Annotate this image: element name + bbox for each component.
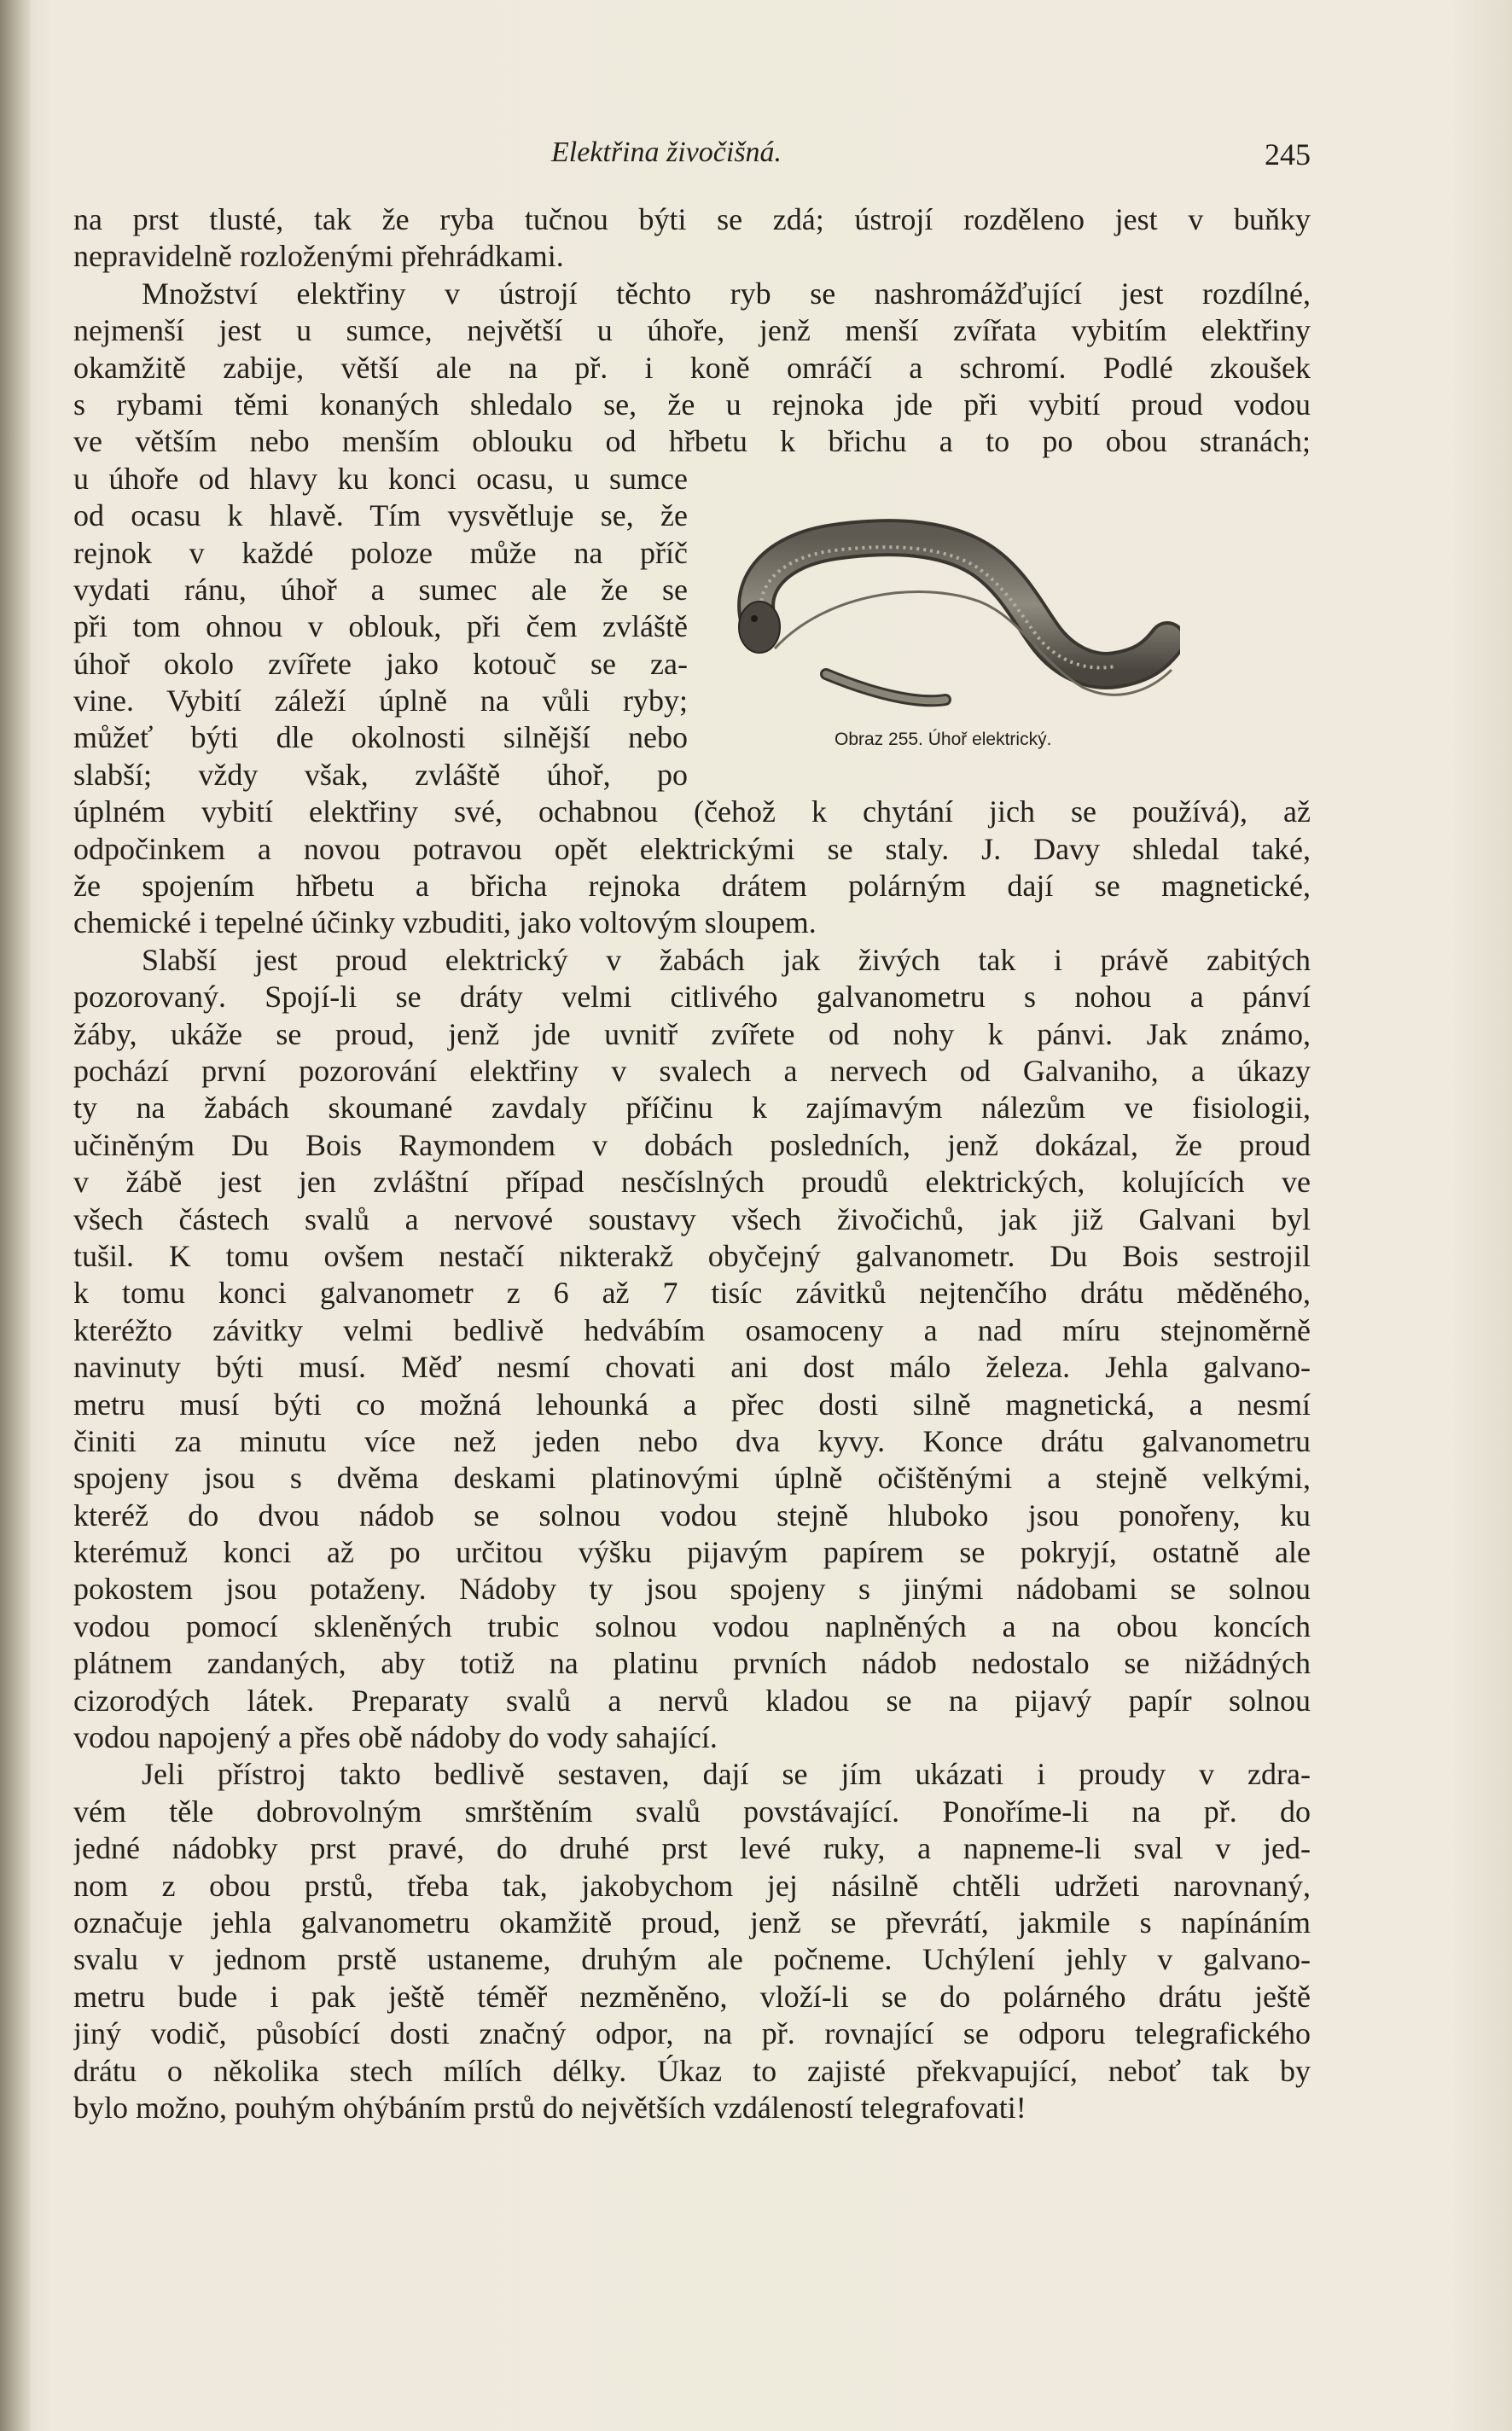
book-spine-shadow — [0, 0, 31, 2431]
text-line: tušil. K tomu ovšem nestačí nikterakž obyčejný galvanometr. Du Bois sestrojil — [73, 1238, 1311, 1273]
text-line: od ocasu k hlavě. Tím vysvětluje se, že — [73, 498, 688, 533]
text-line: můžeť býti dle okolnosti silnější nebo — [73, 720, 688, 755]
text-line: nom z obou prstů, třeba tak, jakobychom jej násilně chtěli udržeti narovnaný, — [73, 1868, 1311, 1903]
text-line: kteréžto závitky velmi bedlivě hedvábím osamoceny a nad míru stejnoměrně — [73, 1312, 1311, 1347]
figure-caption: Obraz 255. Úhoř elektrický. — [835, 730, 1052, 749]
text-line: chemické i tepelné účinky vzbuditi, jako voltovým sloupem. — [73, 905, 817, 940]
text-line: nepravidelně rozloženými přehrádkami. — [73, 239, 564, 274]
page-header — [73, 137, 1311, 176]
text-line: plátnem zandaných, aby totiž na platinu prvních nádob nedostalo se nižádných — [73, 1646, 1311, 1681]
electric-eel-illustration — [724, 491, 1180, 725]
text-line: v žábě jest jen zvláštní případ nesčíslných proudů elektrických, kolujících ve — [73, 1165, 1311, 1200]
text-line: svalu v jednom prstě ustaneme, druhým ale počneme. Uchýlení jehly v galvano- — [73, 1942, 1311, 1977]
text-line: úhoř okolo zvířete jako kotouč se za- — [73, 646, 688, 681]
text-line: žáby, ukáže se proud, jenž jde uvnitř zvířete od nohy k pánvi. Jak známo, — [73, 1016, 1311, 1051]
text-line: při tom ohnou v oblouk, při čem zvláště — [73, 609, 688, 644]
text-line: všech částech svalů a nervové soustavy všech živočichů, jak již Galvani byl — [73, 1201, 1311, 1236]
text-line: u úhoře od hlavy ku konci ocasu, u sumce — [73, 461, 688, 496]
text-line: Jeli přístroj takto bedlivě sestaven, dají se jím ukázati i proudy v zdra- — [142, 1757, 1311, 1792]
text-line: metru musí býti co možná lehounká a přec dosti silně magnetická, a nesmí — [73, 1387, 1311, 1422]
text-line: slabší; vždy však, zvláště úhoř, po — [73, 757, 688, 792]
text-line: kteréž do dvou nádob se solnou vodou stejně hluboko jsou ponořeny, ku — [73, 1498, 1311, 1532]
text-line: učiněným Du Bois Raymondem v dobách posledních, jenž dokázal, že proud — [73, 1127, 1311, 1162]
text-line: vém těle dobrovolným smrštěním svalů povstávající. Ponoříme-li na př. do — [73, 1794, 1311, 1829]
text-line: vydati ránu, úhoř a sumec ale že se — [73, 572, 688, 607]
text-line: vodou napojený a přes obě nádoby do vody sahající. — [73, 1720, 718, 1755]
text-line: na prst tlusté, tak že ryba tučnou býti se zdá; ústrojí rozděleno jest v buňky — [73, 202, 1311, 236]
text-line: okamžitě zabije, větší ale na př. i koně omráčí a schromí. Podlé zkoušek — [73, 350, 1311, 385]
text-line: nejmenší jest u sumce, největší u úhoře, jenž menší zvířata vybitím elektřiny — [73, 313, 1311, 348]
page-number: 245 — [1265, 137, 1311, 172]
running-title: Elektřina živočišná. — [551, 137, 782, 168]
text-line: metru bude i pak ještě téměř nezměněno, vloží-li se do polárného drátu ještě — [73, 1979, 1311, 2014]
text-line: s rybami těmi konaných shledalo se, že u rejnoka jde při vybití proud vodou — [73, 387, 1311, 422]
text-line: jiný vodič, působící dosti značný odpor, na př. rovnající se odporu telegrafického — [73, 2016, 1311, 2051]
text-line: odpočinkem a novou potravou opět elektrickými se staly. J. Davy shledal také, — [73, 831, 1311, 866]
text-line: činiti za minutu více než jeden nebo dva kyvy. Konce drátu galvanometru — [73, 1423, 1311, 1458]
text-line: pokostem jsou potaženy. Nádoby ty jsou spojeny s jinými nádobami se solnou — [73, 1572, 1311, 1607]
text-line: vine. Vybití záleží úplně na vůli ryby; — [73, 683, 688, 718]
text-line: vodou pomocí skleněných trubic solnou vodou naplněných a na obou koncích — [73, 1608, 1311, 1643]
text-line: navinuty býti musí. Měď nesmí chovati ani dost málo železa. Jehla galvano- — [73, 1350, 1311, 1385]
text-line: k tomu konci galvanometr z 6 až 7 tisíc závitků nejtenčího drátu měděného, — [73, 1276, 1311, 1311]
text-line: ty na žabách skoumané zavdaly příčinu k zajímavým nálezům ve fisiologii, — [73, 1090, 1311, 1125]
text-line: jedné nádobky prst pravé, do druhé prst levé ruky, a napneme-li sval v jed- — [73, 1831, 1311, 1866]
text-line: spojeny jsou s dvěma deskami platinovými úplně očištěnými a stejně velkými, — [73, 1461, 1311, 1496]
text-line: Množství elektřiny v ústrojí těchto ryb se nashromážďující jest rozdílné, — [142, 276, 1311, 311]
text-line: úplném vybití elektřiny své, ochabnou (čehož k chytání jich se používá), až — [73, 794, 1311, 829]
text-line: kterémuž konci až po určitou výšku pijavým papírem se pokryjí, ostatně ale — [73, 1535, 1311, 1570]
text-line: drátu o několika stech mílích délky. Úkaz to zajisté překvapující, neboť tak by — [73, 2053, 1311, 2088]
text-line: rejnok v každé poloze může na příč — [73, 535, 688, 570]
text-line: cizorodých látek. Preparaty svalů a nervů kladou se na pijavý papír solnou — [73, 1683, 1311, 1718]
text-line: Slabší jest proud elektrický v žabách jak živých tak i právě zabitých — [142, 942, 1311, 977]
text-line: ve větším nebo menším oblouku od hřbetu k břichu a to po obou stranách; — [73, 424, 1311, 459]
eel-figure — [724, 491, 1180, 768]
text-line: bylo možno, pouhým ohýbáním prstů do největších vzdáleností telegrafovati! — [73, 2090, 1026, 2125]
text-line: pozorovaný. Spojí-li se dráty velmi citlivého galvanometru s nohou a pánví — [73, 980, 1311, 1015]
text-line: že spojením hřbetu a břicha rejnoka drátem polárným dají se magnetické, — [73, 869, 1311, 904]
text-line: označuje jehla galvanometru okamžitě proud, jenž se převrátí, jakmile s napínáním — [73, 1905, 1311, 1940]
text-line: pochází první pozorování elektřiny v svalech a nervech od Galvaniho, a úkazy — [73, 1053, 1311, 1088]
